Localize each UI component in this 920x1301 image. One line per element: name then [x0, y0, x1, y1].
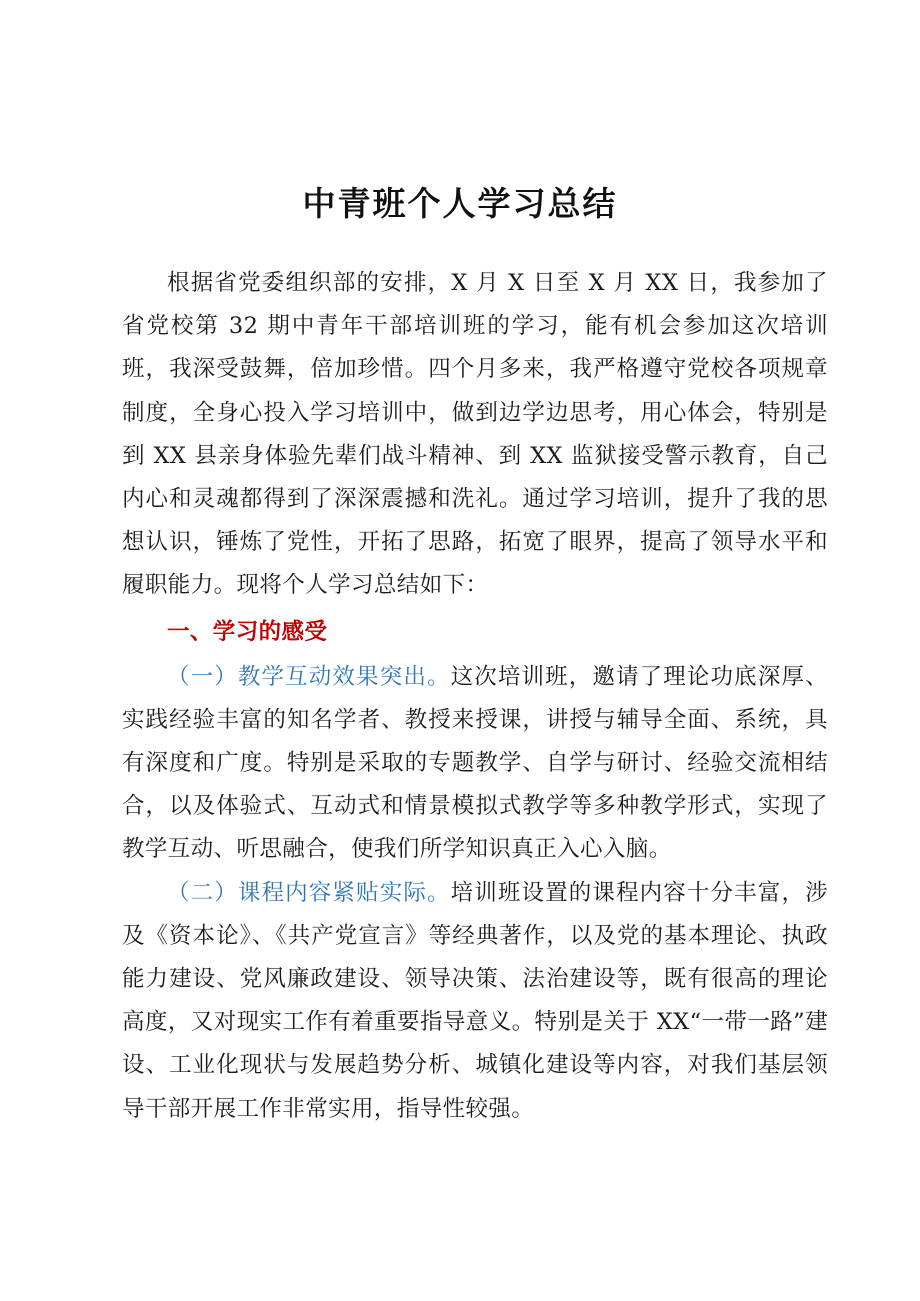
section1-item-1	[122, 656, 828, 872]
document-title: 中青班个人学习总结	[302, 184, 618, 223]
item-1-text: 这次培训班，邀请了理论功底深厚、实践经验丰富的知名学者、教授来授课，讲授与辅导全面、系统，具有深度和广度。特别是采取的专题教学、自学与研讨、经验交流相结合，以及体验式、互动式和情景模拟式教学等多种教学形式，实现了教学互动、听思融合，使我们所学知识真正入心入脑。	[122, 663, 828, 863]
item-2-text: 培训班设置的课程内容十分丰富，涉及《资本论》、《共产党宣言》等经典著作，以及党的基本理论、执政能力建设、党风廉政建设、领导决策、法治建设等，既有很高的理论高度，又对现实工作有着重要指导意义。特别是关于 XX“一带一路”建设、工业化现状与发展趋势分析、城镇化建设等内容，对我们基层领导干部开展工作非常实用，指导性较强。	[122, 879, 828, 1122]
subheading-1: （一）教学互动效果突出。	[167, 663, 451, 690]
section1-item-2	[122, 872, 828, 1131]
intro-paragraph: 根据省党委组织部的安排，X 月 X 日至 X 月 XX 日，我参加了省党校第 32 期中青年干部培训班的学习，能有机会参加这次培训班，我深受鼓舞，倍加珍惜。四个月多来，我严格遵守党校各项规章制度，全身心投入学习培训中，做到边学边思考，用心体会，特别是到 XX 县亲身体验先辈们战斗精神、到 XX 监狱接受警示教育，自己内心和灵魂都得到了深深震撼和洗礼。通过学习培训，提升了我的思想认识，锤炼了党性，开拓了思路，拓宽了眼界，提高了领导水平和履职能力。现将个人学习总结如下：	[122, 270, 828, 599]
document-body	[122, 262, 828, 1131]
section-heading-1: 一、学习的感受	[167, 618, 328, 645]
subheading-2: （二）课程内容紧贴实际。	[167, 879, 451, 906]
